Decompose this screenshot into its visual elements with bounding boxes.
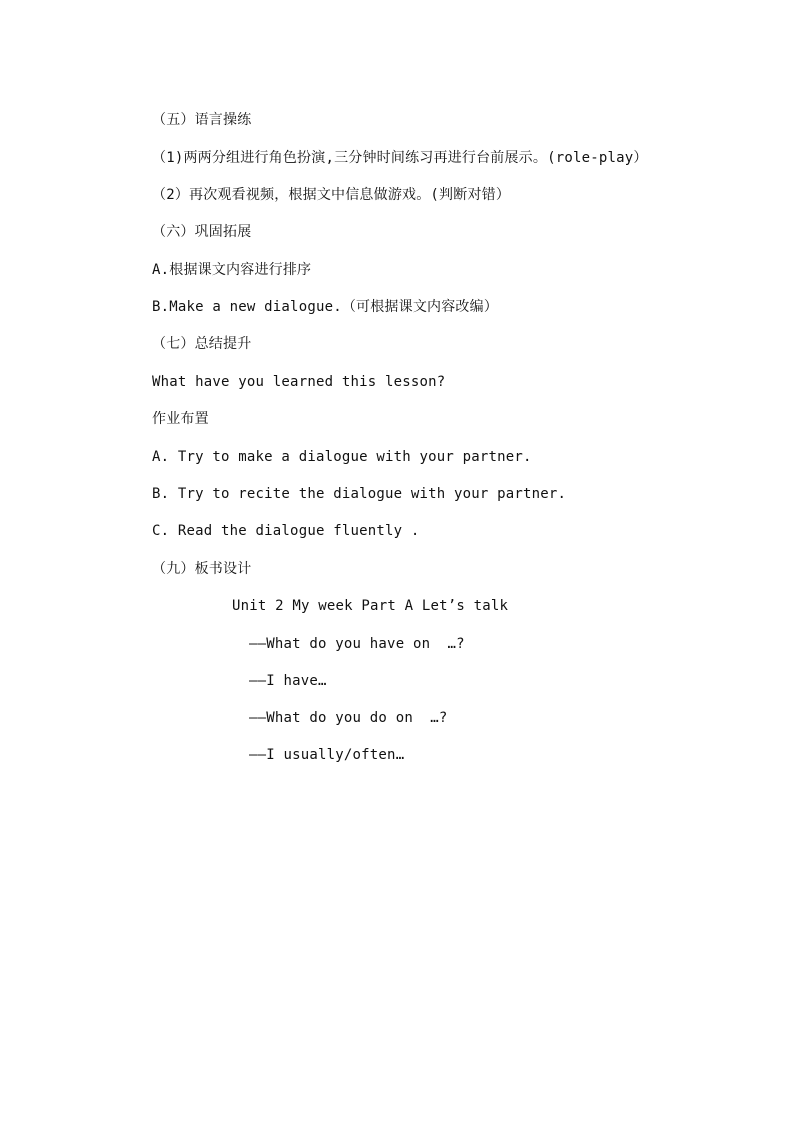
board-line: ——I usually/often… — [249, 747, 405, 763]
section-heading-consolidation: （六）巩固拓展 — [152, 224, 252, 240]
activity-item-role-play: （1)两两分组进行角色扮演,三分钟时间练习再进行台前展示。(role-play） — [152, 150, 648, 166]
homework-item-c: C. Read the dialogue fluently . — [152, 523, 420, 539]
homework-item-a: A. Try to make a dialogue with your partner. — [152, 449, 532, 465]
board-line: ——What do you do on …? — [249, 710, 448, 726]
activity-item-video-game: （2）再次观看视频，根据文中信息做游戏。(判断对错） — [152, 187, 511, 203]
consolidation-item-a: A.根据课文内容进行排序 — [152, 262, 312, 278]
section-heading-board-design: （九）板书设计 — [152, 561, 252, 577]
board-line: ——I have… — [249, 673, 327, 689]
board-title: Unit 2 My week Part A Let’s talk — [232, 598, 509, 614]
section-heading-homework: 作业布置 — [152, 411, 209, 427]
section-heading-language-practice: （五）语言操练 — [152, 112, 252, 128]
summary-question: What have you learned this lesson? — [152, 374, 446, 390]
consolidation-item-b: B.Make a new dialogue.（可根据课文内容改编） — [152, 299, 499, 315]
board-line: ——What do you have on …? — [249, 636, 465, 652]
homework-item-b: B. Try to recite the dialogue with your partner. — [152, 486, 567, 502]
section-heading-summary: （七）总结提升 — [152, 336, 252, 352]
